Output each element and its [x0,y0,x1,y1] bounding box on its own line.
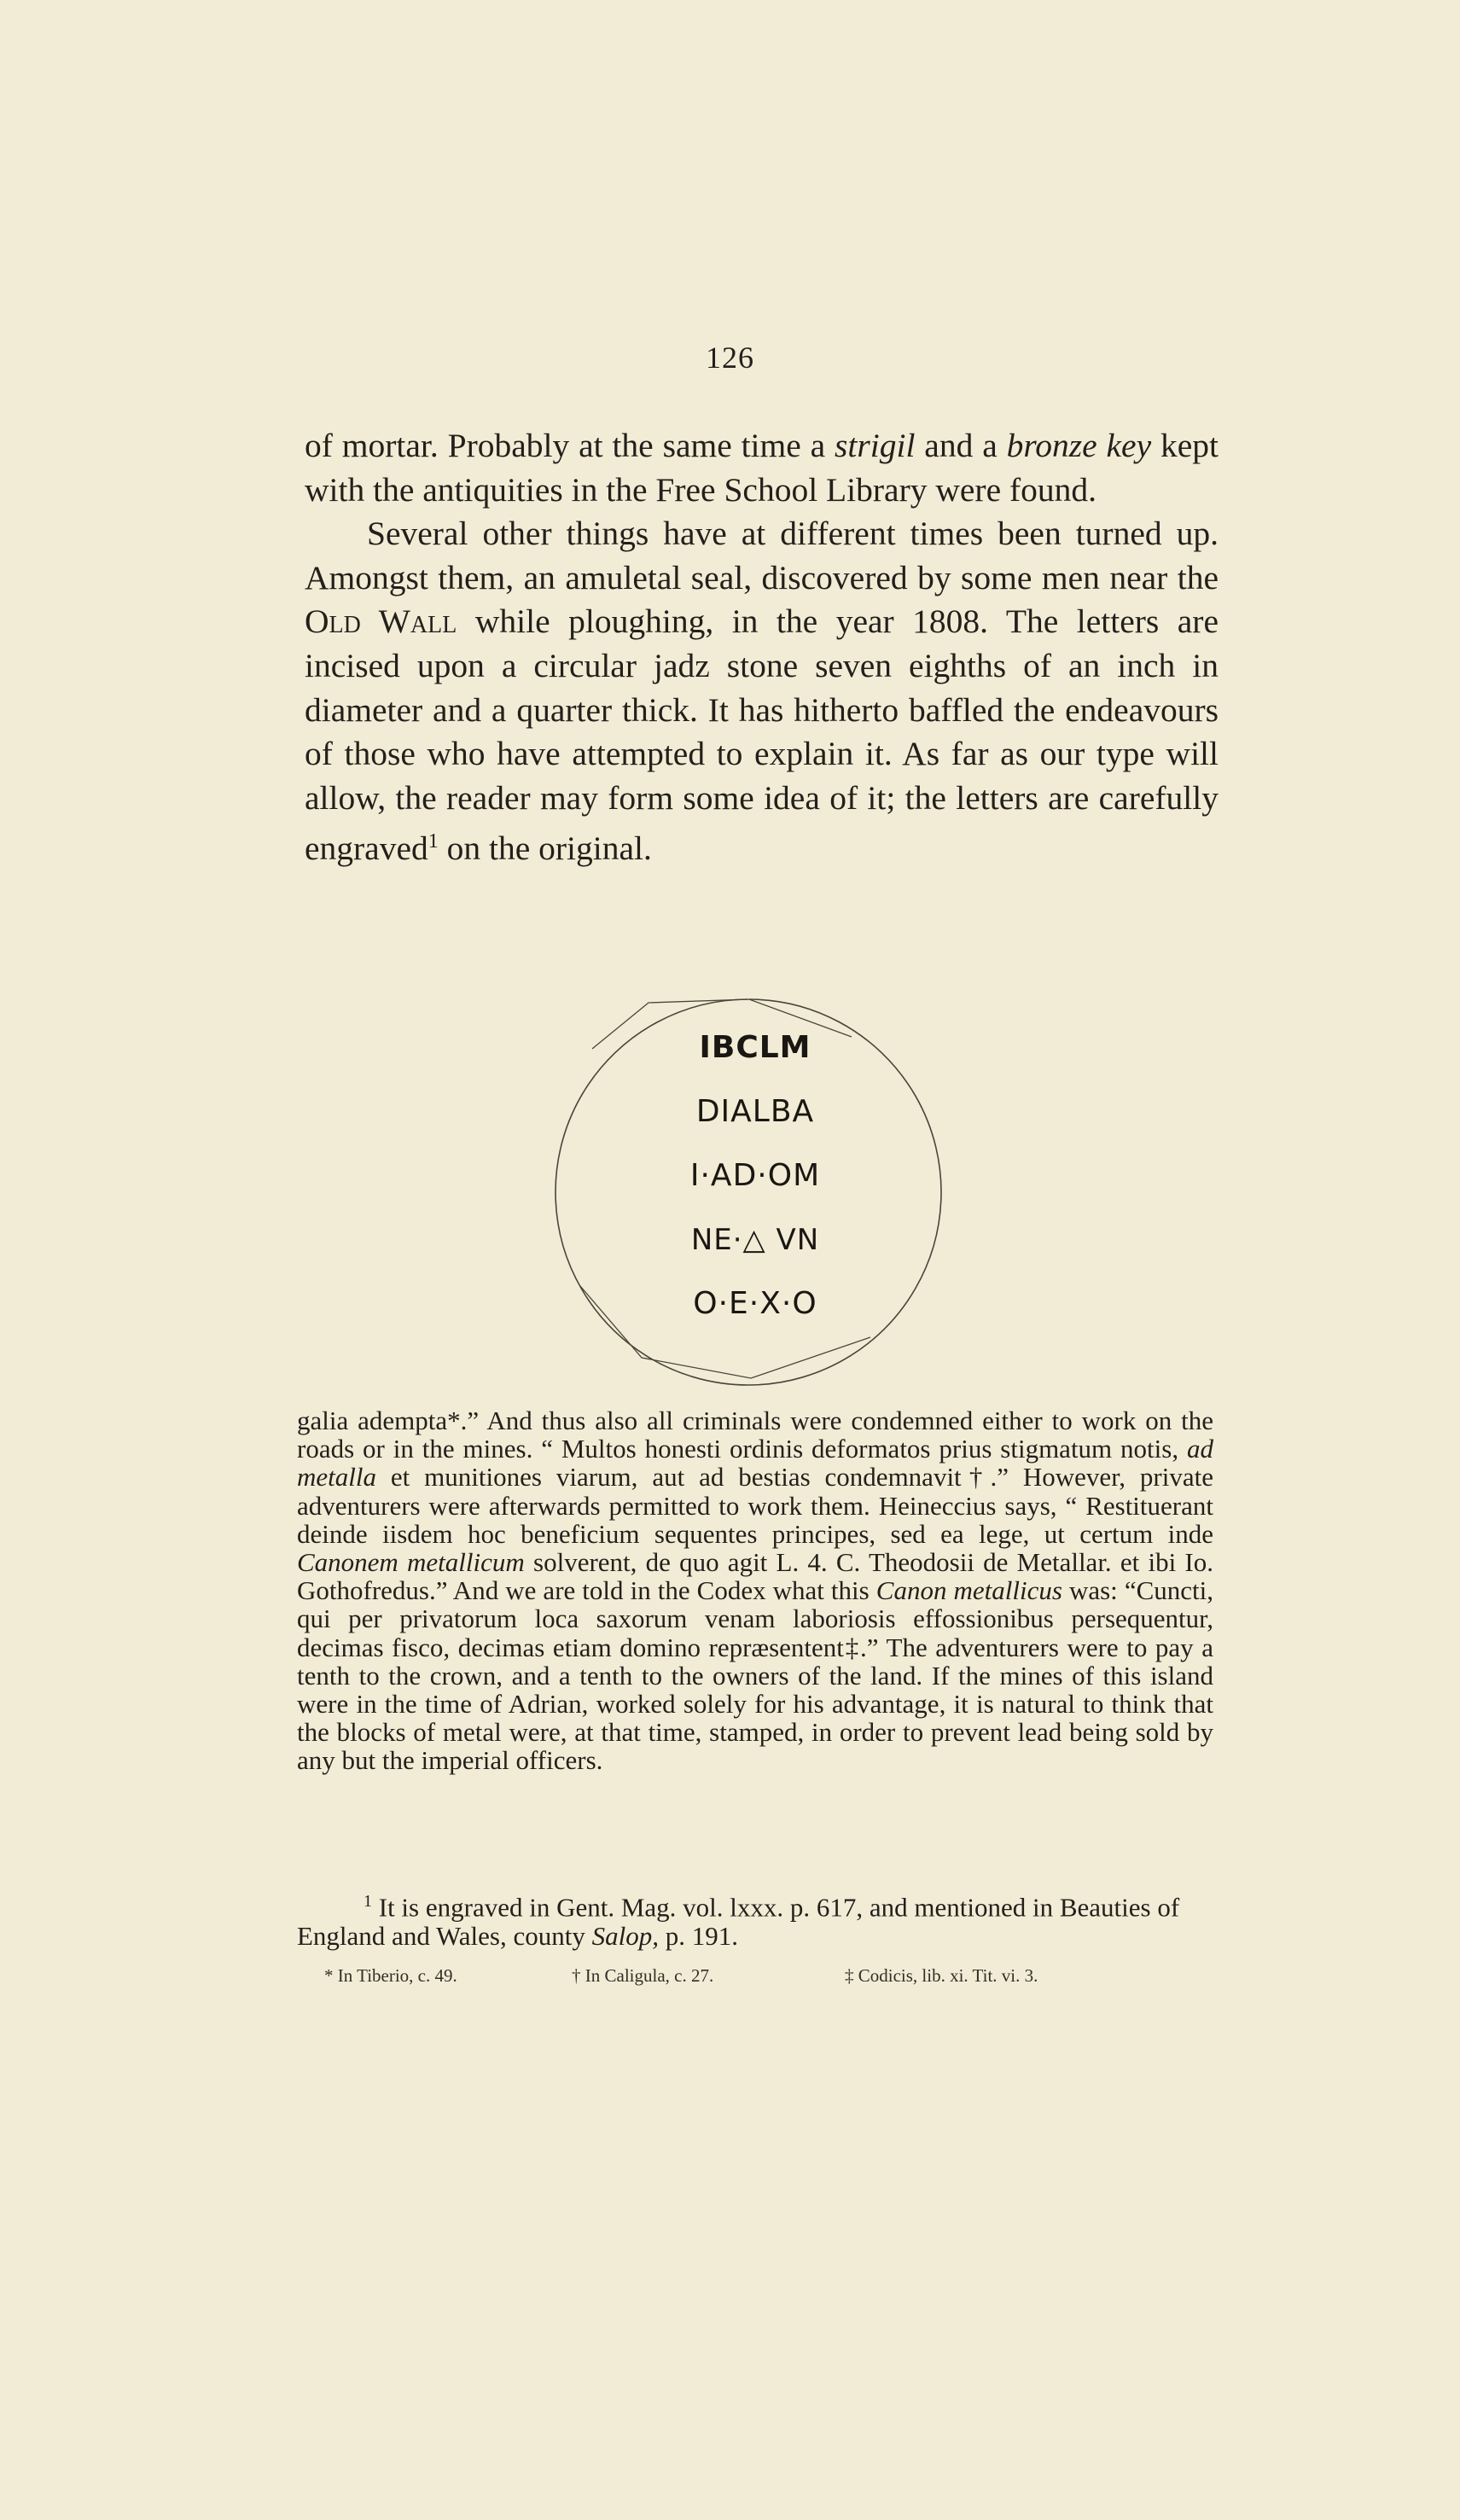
footnote-reference: 1 [428,830,439,853]
footnote [297,1888,1213,1950]
paragraph-2-text-3: on the original. [438,829,652,868]
paragraph-1 [305,424,1219,512]
paragraph-1-text-3: kept with the antiquities in the Free School Library were found. [305,427,1219,509]
salop-term: Salop, [591,1920,659,1951]
seal-line-4: NE·△ VN [690,1223,820,1257]
amulet-seal-illustration [546,986,964,1395]
paragraph-1-text: of mortar. Probably at the same time a [305,427,835,464]
footnote-marker: 1 [364,1892,372,1911]
seal-line-5: O·E·X·O [693,1286,817,1321]
small-paragraph [297,1406,1213,1775]
paragraph-2-text: Several other things have at different times been turned up. Amongst them, an amuletal seal, discovered by some men near the [305,515,1219,597]
small-body-text [297,1406,1213,1775]
seal-line-1: IBCLM [699,1030,811,1065]
paragraph-2-text-2: while ploughing, in the year 1808. The letters are incised upon a circular jadz stone seven eighths of an inch in diameter and a quarter thick. It has hitherto baffled the endeavours of those who have attempted to explain it. As far as our type will allow, the reader may form some idea of it; the letters are carefully engraved [305,602,1219,868]
note-caligula: † In Caligula, c. 27. [572,1965,714,1986]
page-number: 126 [706,340,754,375]
bronze-key-term: bronze key [1006,427,1152,464]
note-codicis: ‡ Codicis, lib. xi. Tit. vi. 3. [845,1965,1038,1986]
paragraph-1-text-2: and a [915,427,1007,464]
small-text-4: was: “Cuncti, qui per privatorum loca saxorum venam laboriosis effossionibus persequentur, decimas fisco, decimas etiam domino repræsentent‡.” The adventurers were to pay a tenth to the crown, and a tenth to the owners of the land. If the mines of this island were in the time of Adrian, worked solely for his advantage, it is natural to think that the blocks of metal were, at that time, stamped, in order to prevent lead being sold by any but the imperial officers. [297,1575,1213,1776]
note-tiberio: * In Tiberio, c. 49. [324,1965,457,1986]
small-text-1: galia adempta*.” And thus also all criminals were condemned either to work on the roads or in the mines. “ Multos honesti ordinis deformatos prius stigmatum notis, [297,1405,1213,1464]
small-text-3: solverent, de quo agit L. 4. C. Theodosii de Metallar. et ibi Io. Gothofredus.” And we are told in the Codex what this [297,1547,1213,1606]
ad-metalla-term: ad metalla [297,1434,1213,1493]
seal-line-3: I·AD·OM [689,1158,821,1193]
canonem-metallicum-term: Canonem metallicum [297,1547,525,1578]
old-wall-term: Old Wall [305,602,457,641]
seal-line-2: DIALBA [695,1094,815,1129]
canon-metallicus-term: Canon metallicus [875,1575,1062,1606]
main-body-text [305,424,1219,871]
small-text-2: et munitiones viarum, aut ad bestias condemnavit†.” However, private adventurers were afterwards permitted to work them. Heineccius says, “ Restituerant deinde iisdem hoc beneficium sequentes principes, sed ea lege, ut certum inde [297,1462,1213,1549]
footnote-text: It is engraved in Gent. Mag. vol. lxxx. p. 617, and mentioned in Beauties of England and Wales, county [297,1892,1180,1951]
paragraph-2 [305,512,1219,871]
strigil-term: strigil [835,427,916,464]
footnote-text-2: p. 191. [658,1920,738,1951]
